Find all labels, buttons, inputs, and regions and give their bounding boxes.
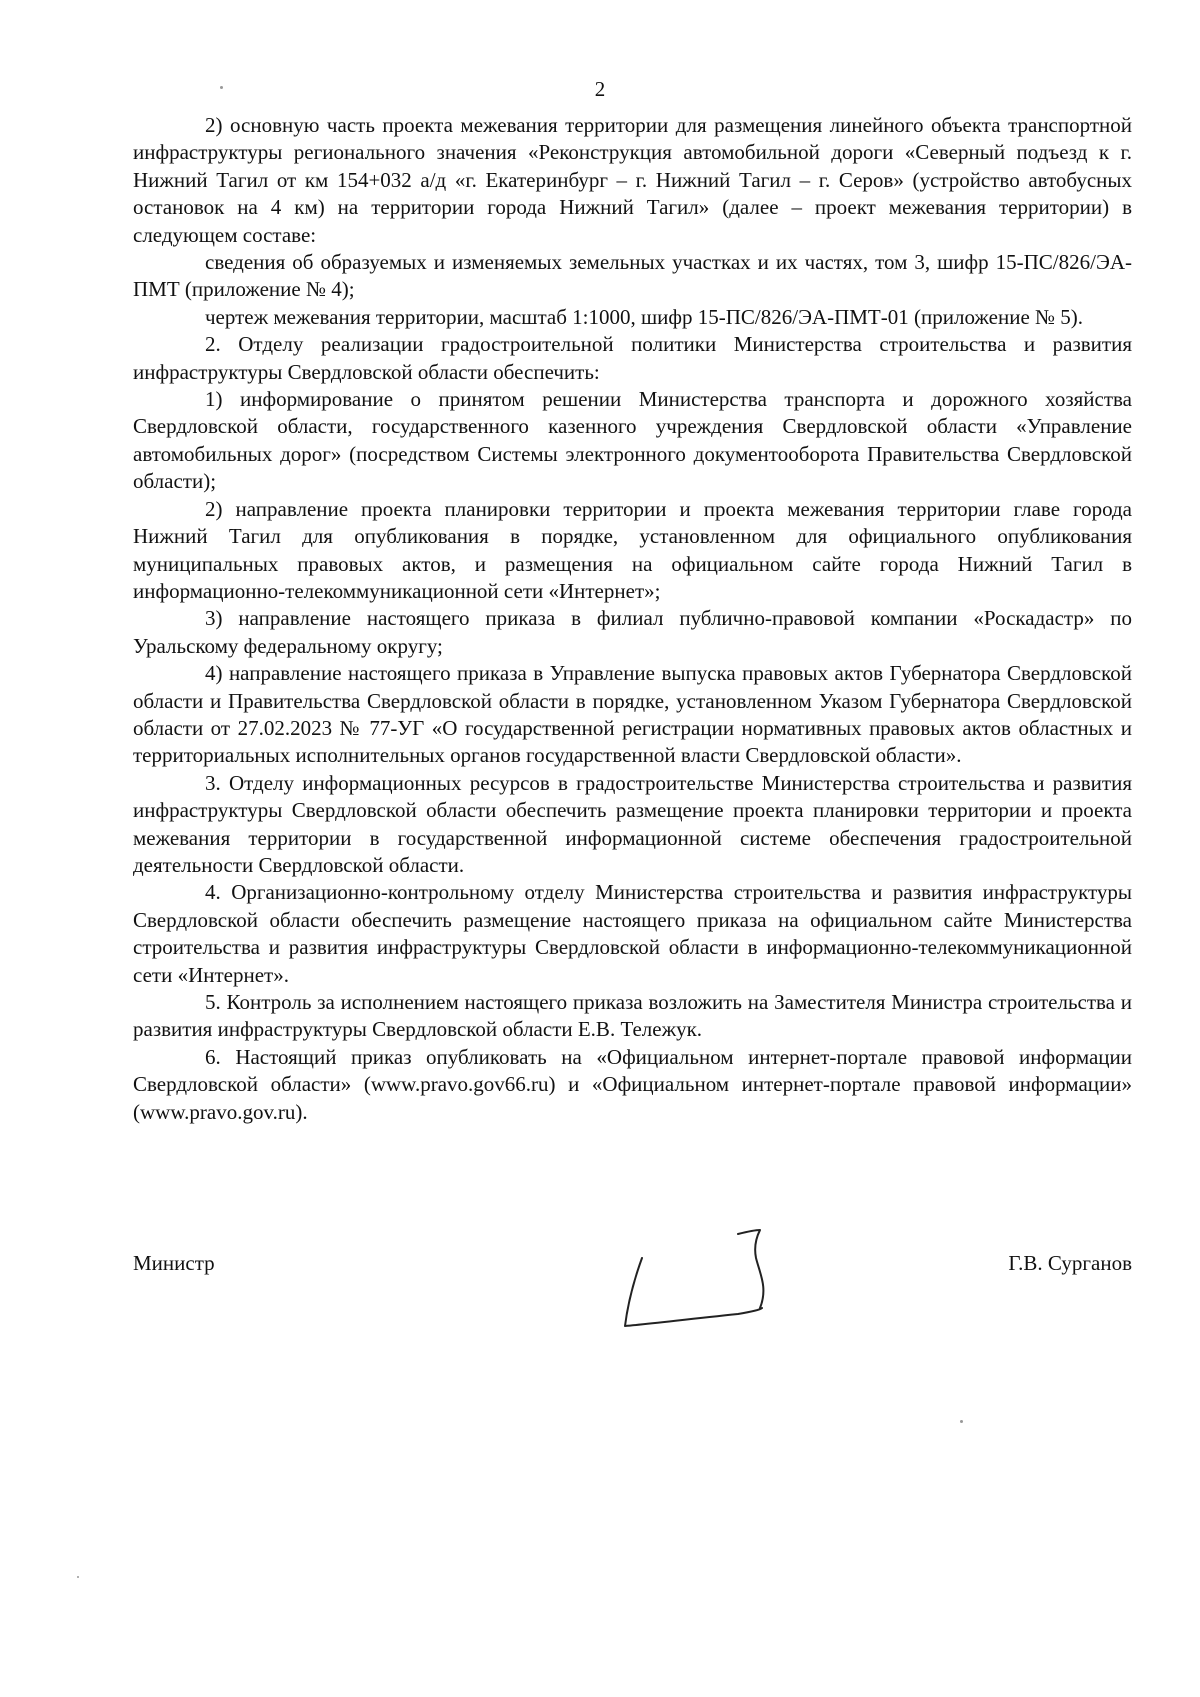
paragraph: 4) направление настоящего приказа в Управление выпуска правовых актов Губернатора Свердловской области и Правительства Свердловской области в порядке, установленном Указом Губернатора Свердловской области от 27.02.2023 № 77-УГ «О государственной регистрации нормативных правовых актов областных и территориальных исполнительных органов государственной власти Свердловской области». [133, 661, 1132, 768]
paragraph: 2) направление проекта планировки территории и проекта межевания территории главе города Нижний Тагил для опубликования в порядке, установленном для официального опубликования муниципальных правовых актов, и размещения на официальном сайте города Нижний Тагил в информационно-телекоммуникационной сети «Интернет»; [133, 496, 1132, 603]
signatory-name: Г.В. Сурганов [1008, 1251, 1132, 1275]
paragraph: 2) основную часть проекта межевания территории для размещения линейного объекта транспортной инфраструктуры регионального значения «Реконструкция автомобильной дороги «Северный подъезд к г. Нижний Тагил от км 154+032 а/д «г. Екатеринбург – г. Нижний Тагил – г. Серов» (устройство автобусных остановок на 4 км) на территории города Нижний Тагил» (далее – проект межевания территории) в следующем составе: [133, 113, 1132, 247]
scan-speck [220, 86, 223, 89]
signatory-title: Министр [133, 1251, 215, 1275]
paragraph: 6. Настоящий приказ опубликовать на «Официальном интернет-портале правовой информации Свердловской области» (www.pravo.gov66.ru) и «Официальном интернет-портале правовой информации» (www.pravo.gov.ru). [133, 1044, 1132, 1124]
paragraph: 3) направление настоящего приказа в филиал публично-правовой компании «Роскадастр» по Уральскому федеральному округу; [133, 606, 1132, 658]
paragraph: чертеж межевания территории, масштаб 1:1000, шифр 15-ПС/826/ЭА-ПМТ-01 (приложение № 5). [205, 304, 1084, 329]
scan-speck [960, 1420, 963, 1423]
paragraph: сведения об образуемых и изменяемых земельных участках и их частях, том 3, шифр 15-ПС/826/ЭА-ПМТ (приложение № 4); [133, 250, 1132, 302]
document-body [133, 112, 1132, 1126]
handwritten-signature [620, 1228, 790, 1348]
paragraph: 5. Контроль за исполнением настоящего приказа возложить на Заместителя Министра строительства и развития инфраструктуры Свердловской области Е.В. Тележук. [133, 990, 1132, 1042]
page-number: 2 [594, 77, 606, 101]
paragraph: 4. Организационно-контрольному отделу Министерства строительства и развития инфраструктуры Свердловской области обеспечить размещение настоящего приказа на официальном сайте Министерства строительства и развития инфраструктуры Свердловской области в информационно-телекоммуникационной сети «Интернет». [133, 880, 1132, 987]
paragraph: 3. Отделу информационных ресурсов в градостроительстве Министерства строительства и развития инфраструктуры Свердловской области обеспечить размещение проекта планировки территории и проекта межевания территории в государственной информационной системе обеспечения градостроительной деятельности Свердловской области. [133, 770, 1132, 877]
paragraph: 1) информирование о принятом решении Министерства транспорта и дорожного хозяйства Свердловской области, государственного казенного учреждения Свердловской области «Управление автомобильных дорог» (посредством Системы электронного документооборота Правительства Свердловской области); [133, 387, 1132, 494]
paragraph: 2. Отделу реализации градостроительной политики Министерства строительства и развития инфраструктуры Свердловской области обеспечить: [133, 332, 1132, 384]
scan-speck [77, 1576, 79, 1578]
